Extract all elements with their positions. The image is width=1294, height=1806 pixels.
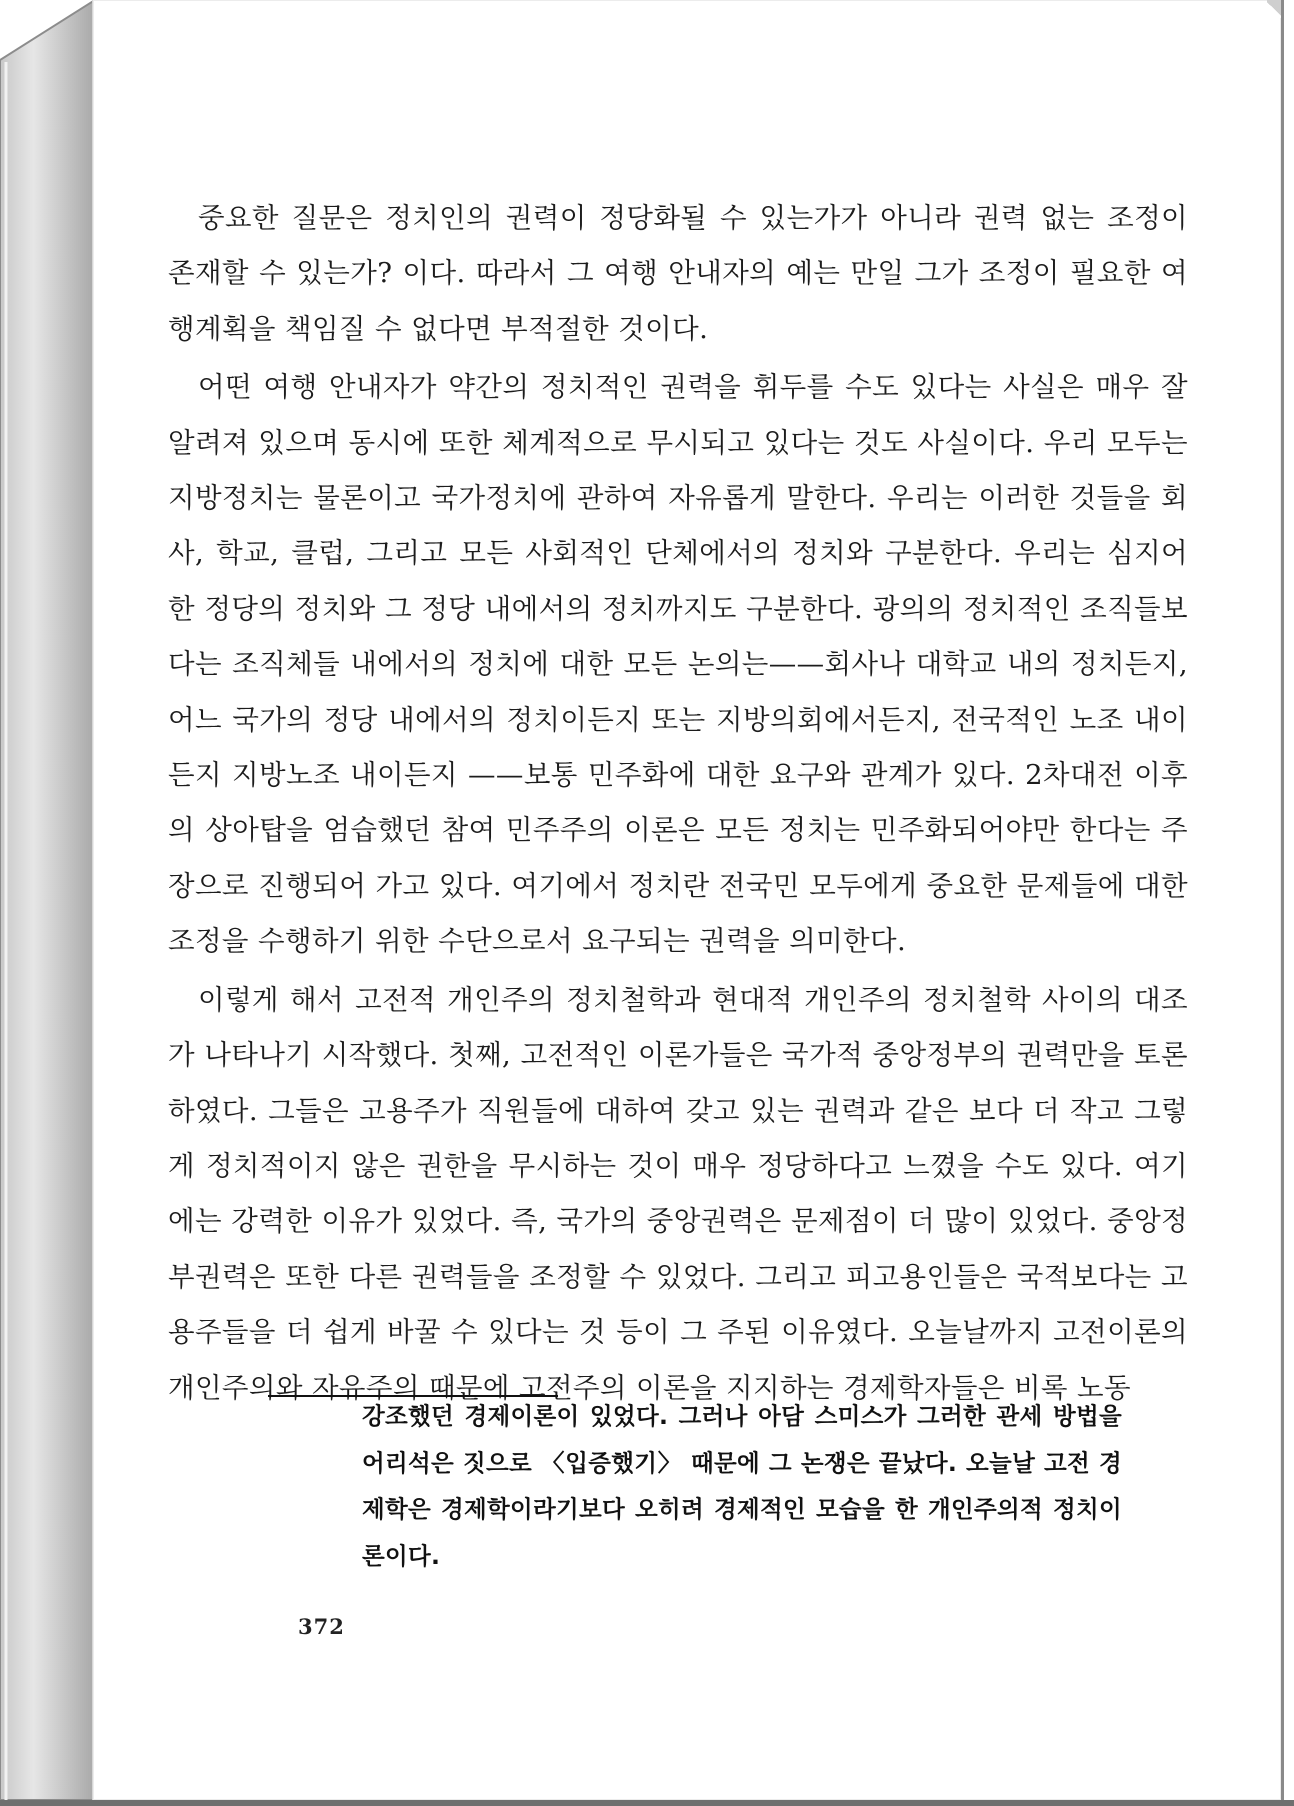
page-number: 372 <box>298 1614 345 1639</box>
paragraph-3: 이렇게 해서 고전적 개인주의 정치철학과 현대적 개인주의 정치철학 사이의 대조가 나타나기 시작했다. 첫째, 고전적인 이론가들은 국가적 중앙정부의 권력만을 토론하였다. 그들은 고용주가 직원들에 대하여 갖고 있는 권력과 같은 보다 더 작고 그렇게 정치적이지 않은 권한을 무시하는 것이 매우 정당하다고 느꼈을 수도 있다. 여기에는 강력한 이유가 있었다. 즉, 국가의 중앙권력은 문제점이 더 많이 있었다. 중앙정부권력은 또한 다른 권력들을 조정할 수 있었다. 그리고 피고용인들은 국적보다는 고용주들을 더 쉽게 바꿀 수 있다는 것 등이 그 주된 이유였다. 오늘날까지 고전이론의 개인주의와 자유주의 때문에 고전주의 이론을 지지하는 경제학자들은 비록 노동 <box>168 983 1188 1404</box>
footnote: 강조했던 경제이론이 있었다. 그러나 아담 스미스가 그러한 관세 방법을 어리석은 짓으로 〈입증했기〉 때문에 그 논쟁은 끝났다. 오늘날 고전 경제학은 경제학이라기보다 오히려 경제적인 모습을 한 개인주의적 정치이론이다. <box>362 1402 1122 1570</box>
paragraph-2: 어떤 여행 안내자가 약간의 정치적인 권력을 휘두를 수도 있다는 사실은 매우 잘 알려져 있으며 동시에 또한 체계적으로 무시되고 있다는 것도 사실이다. 우리 모두는 지방정치는 물론이고 국가정치에 관하여 자유롭게 말한다. 우리는 이러한 것들을 회사, 학교, 클럽, 그리고 모든 사회적인 단체에서의 정치와 구분한다. 우리는 심지어 한 정당의 정치와 그 정당 내에서의 정치까지도 구분한다. 광의의 정치적인 조직들보다는 조직체들 내에서의 정치에 대한 모든 논의는——회사나 대학교 내의 정치든지, 어느 국가의 정당 내에서의 정치이든지 또는 지방의회에서든지, 전국적인 노조 내이든지 지방노조 내이든지 ——보통 민주화에 대한 요구와 관계가 있다. 2차대전 이후의 상아탑을 엄습했던 참여 민주주의 이론은 모든 정치는 민주화되어야만 한다는 주장으로 진행되어 가고 있다. 여기에서 정치란 전국민 모두에게 중요한 문제들에 대한 조정을 수행하기 위한 수단으로서 요구되는 권력을 의미한다. <box>168 371 1188 958</box>
book-spine <box>0 0 95 1800</box>
page-corner <box>1267 0 1281 18</box>
body-text <box>168 191 1188 1416</box>
paragraph-1: 중요한 질문은 정치인의 권력이 정당화될 수 있는가가 아니라 권력 없는 조정이 존재할 수 있는가? 이다. 따라서 그 여행 안내자의 예는 만일 그가 조정이 필요한 여행계획을 책임질 수 없다면 부적절한 것이다. <box>168 202 1188 345</box>
